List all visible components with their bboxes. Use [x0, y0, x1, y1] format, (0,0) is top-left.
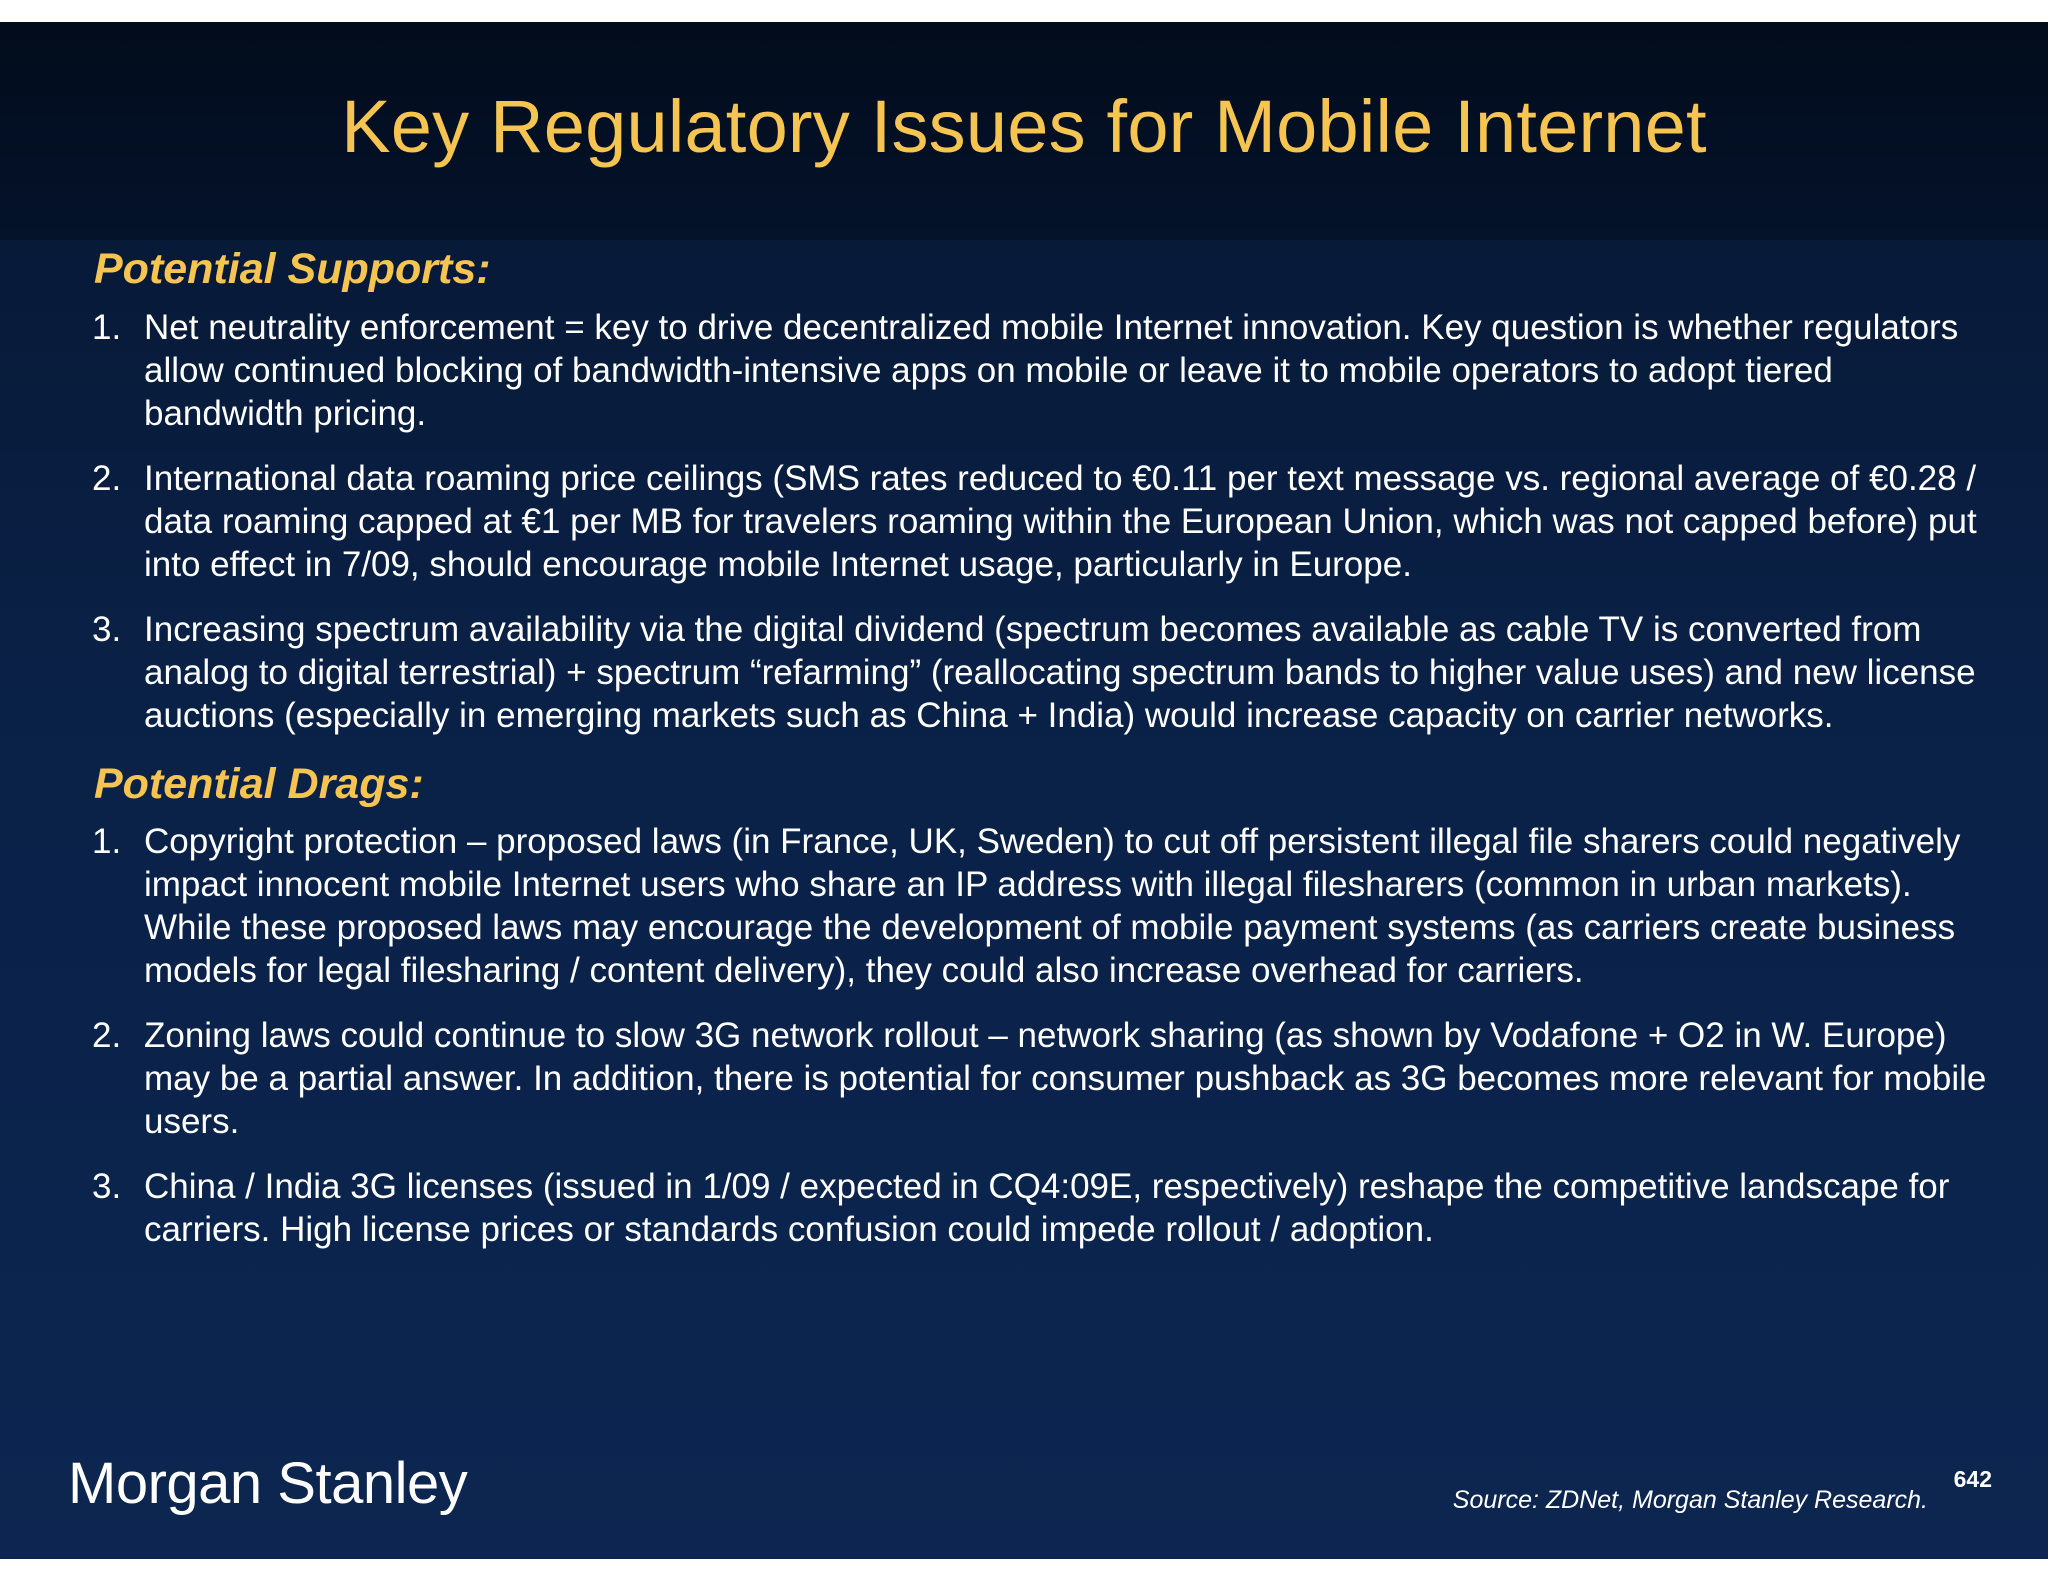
list-number: 1. — [92, 822, 122, 862]
list-number: 3. — [92, 1167, 122, 1207]
morgan-stanley-logo: Morgan Stanley — [68, 1451, 468, 1516]
drags-list — [92, 820, 1992, 1251]
supports-heading: Potential Supports: — [94, 245, 491, 293]
list-item-text: Net neutrality enforcement = key to drive decentralized mobile Internet innovation. Key question is whether regulators allow continued blocking of bandwidth-intensive apps on mobile or leave it to mobile operators to adopt tiered bandwidth pricing. — [144, 307, 1959, 433]
drags-item-2 — [92, 1014, 1992, 1143]
slide-content — [92, 244, 1992, 1273]
drags-item-1 — [92, 820, 1992, 992]
list-number: 1. — [92, 307, 122, 347]
list-number: 3. — [92, 609, 122, 649]
supports-item-3 — [92, 608, 1992, 737]
slide-header — [0, 22, 2048, 240]
list-item-text: International data roaming price ceilings (SMS rates reduced to €0.11 per text message vs. regional average of €0.28 / data roaming capped at €1 per MB for travelers roaming within the European Union, which was not capped before) put into effect in 7/09, should encourage mobile Internet usage, particularly in Europe. — [144, 458, 1977, 584]
supports-item-2 — [92, 457, 1992, 586]
page-number: 642 — [1953, 1466, 1992, 1492]
list-item-text: Copyright protection – proposed laws (in France, UK, Sweden) to cut off persistent illegal file sharers could negatively impact innocent mobile Internet users who share an IP address with illegal filesharers (common in urban markets). While these proposed laws may encourage the development of mobile payment systems (as carriers create business models for legal filesharing / content delivery), they could also increase overhead for carriers. — [144, 822, 1961, 991]
list-item-text: China / India 3G licenses (issued in 1/09 / expected in CQ4:09E, respectively) reshape the competitive landscape for carriers. High license prices or standards confusion could impede rollout / adoption. — [144, 1167, 1950, 1250]
list-number: 2. — [92, 1016, 122, 1056]
supports-list — [92, 306, 1992, 737]
drags-heading: Potential Drags: — [94, 759, 424, 808]
slide-title: Key Regulatory Issues for Mobile Internet — [341, 85, 1707, 168]
list-item-text: Zoning laws could continue to slow 3G network rollout – network sharing (as shown by Vodafone + O2 in W. Europe) may be a partial answer. In addition, there is potential for consumer pushback as 3G becomes more relevant for mobile users. — [144, 1016, 1987, 1142]
list-number: 2. — [92, 458, 122, 498]
list-item-text: Increasing spectrum availability via the digital dividend (spectrum becomes available as cable TV is converted from analog to digital terrestrial) + spectrum “refarming” (reallocating spectrum bands to higher value uses) and new license auctions (especially in emerging markets such as China + India) would increase capacity on carrier networks. — [144, 609, 1976, 735]
drags-item-3 — [92, 1165, 1992, 1251]
supports-item-1 — [92, 306, 1992, 435]
source-note: Source: ZDNet, Morgan Stanley Research. — [1452, 1486, 1928, 1514]
slide — [0, 22, 2048, 1559]
